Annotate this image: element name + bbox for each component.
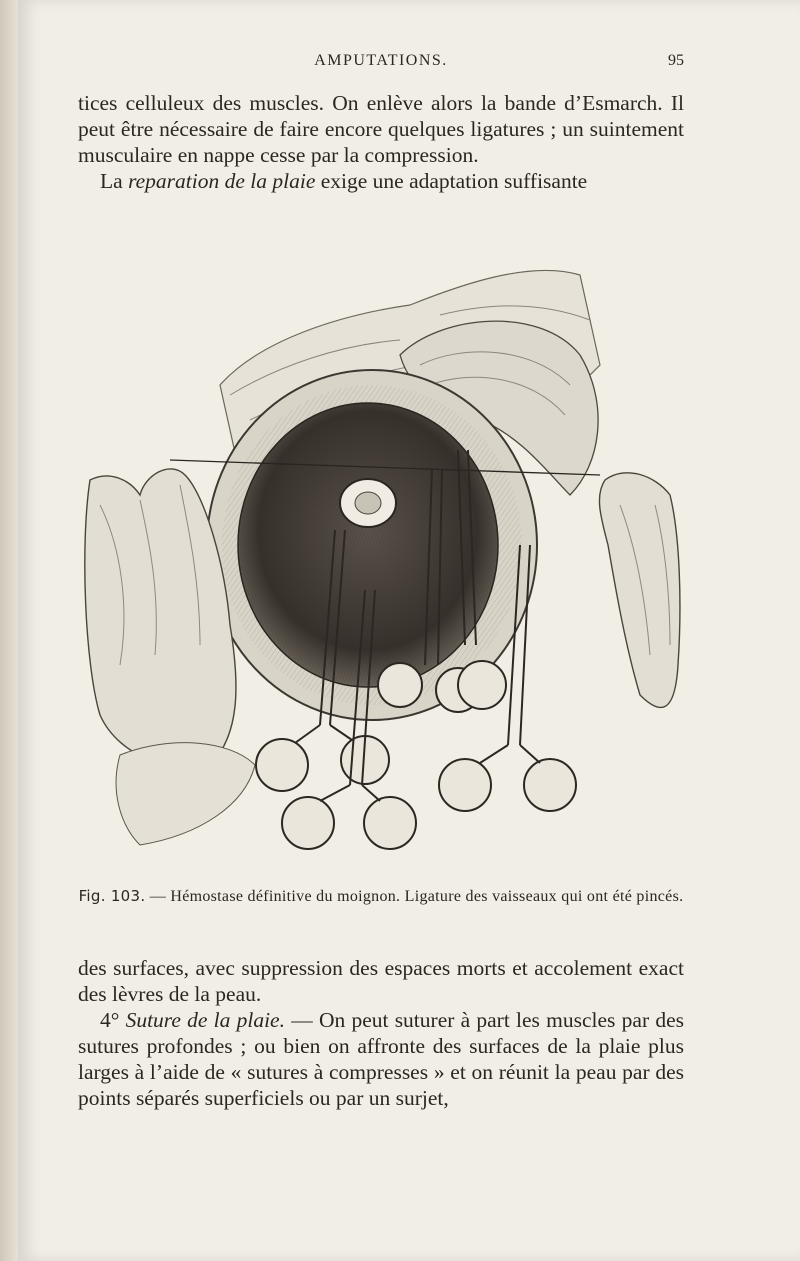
paragraph-rest: exige une adaptation suffisante [315,169,588,193]
paragraph-rest: — On peut suturer à part les muscles par des sutures profondes ; ou bien on affronte des surfaces de la plaie plus larges à l’aide de « sutures à compresses » et on réunit la peau par des points séparés superficiels ou par un surjet, [78,1008,684,1110]
section-heading: Suture de la plaie. [125,1008,285,1032]
paragraph [78,1007,684,1111]
figure-caption-text: — Hémostase définitive du moignon. Ligature des vaisseaux qui ont été pincés. [145,888,684,905]
paragraph [78,168,684,194]
book-gutter [0,0,18,1261]
surgical-engraving [80,245,684,875]
paragraph: des surfaces, avec suppression des espaces morts et accolement exact des lèvres de la peau. [78,956,684,1006]
figure-illustration [80,245,684,875]
paragraph-lead: 4° [100,1008,126,1032]
page-number: 95 [668,52,684,69]
figure-label: Fig. 103. [78,887,146,905]
text-block-top [78,90,684,194]
text-block-bottom [78,955,684,1111]
italic-term: reparation de la plaie [128,169,316,193]
paragraph-lead: La [100,169,129,193]
figure-caption [78,886,684,907]
paragraph: tices celluleux des muscles. On enlève alors la bande d’Esmarch. Il peut être nécessaire de faire encore quelques ligatures ; un suintement musculaire en nappe cesse par la compression. [78,91,684,167]
running-head-title: AMPUTATIONS. [314,52,448,69]
running-head [78,52,684,76]
